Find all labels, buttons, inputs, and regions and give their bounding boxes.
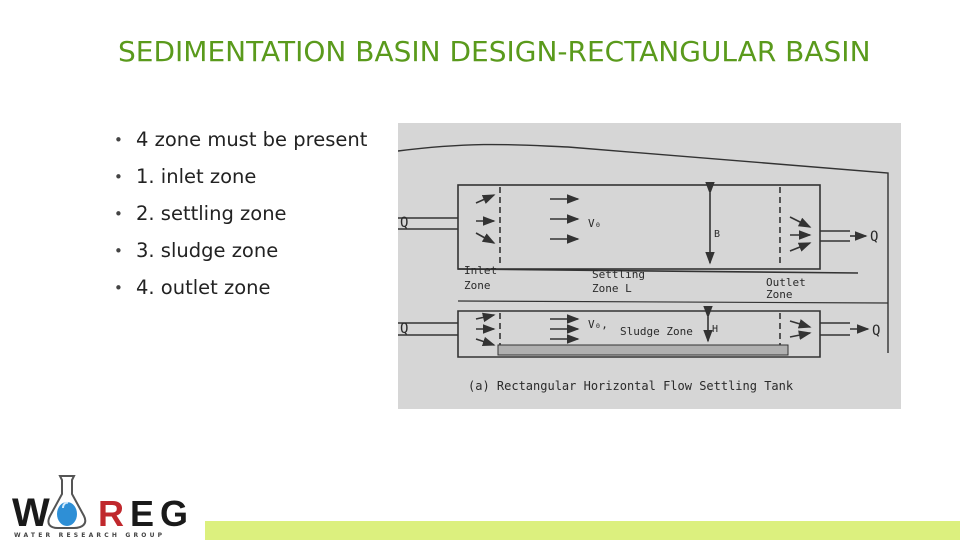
bullet-item [112,124,367,161]
bullet-text: 2. settling zone [136,202,287,225]
bullet-marker: • [114,279,123,297]
q-outlet-bottom-label: Q [872,323,881,339]
plan-view-tank [458,185,820,269]
flask-icon [48,476,85,528]
bullet-text: 4. outlet zone [136,276,271,299]
velocity-label-bottom: V₀, [588,318,608,331]
sludge-zone-label: Sludge Zone [620,325,693,338]
bullet-text: 1. inlet zone [136,165,257,188]
logo-svg [0,470,205,540]
logo-letter-g: G [160,493,189,534]
settling-zone-label: Settling [592,268,645,281]
bullet-list [112,124,367,309]
bullet-marker: • [114,242,123,260]
bullet-marker: • [114,168,123,186]
width-b-label: B [714,229,721,240]
logo-tagline: WATER RESEARCH GROUP [14,532,166,539]
bullet-marker: • [114,205,123,223]
bullet-marker: • [114,131,123,149]
bullet-item [112,161,367,198]
bullet-item [112,235,367,272]
depth-h-label: H [712,324,719,335]
footer-accent-bar [205,521,960,540]
slide-title: SEDIMENTATION BASIN DESIGN-RECTANGULAR BASIN [118,35,871,68]
bullet-item [112,272,367,309]
diagram-svg [398,123,901,409]
inlet-zone-label-2: Zone [464,279,491,292]
bullet-item [112,198,367,235]
outlet-zone-label: Outlet [766,276,806,289]
q-inlet-top-label: Q [400,215,409,231]
wreg-logo [0,470,205,540]
bullet-text: 4 zone must be present [136,128,368,151]
velocity-label-top: V₀ [588,217,602,230]
q-inlet-bottom-label: Q [400,321,409,337]
q-outlet-top-label: Q [870,229,879,245]
settling-tank-diagram [398,123,901,409]
sludge-band [498,345,788,355]
settling-zone-label-2: Zone L [592,282,632,295]
diagram-caption: (a) Rectangular Horizontal Flow Settling Tank [468,379,794,393]
bullet-text: 3. sludge zone [136,239,279,262]
outlet-zone-label-2: Zone [766,288,793,301]
logo-letter-r: R [98,493,124,534]
logo-letter-e: E [130,493,155,534]
inlet-zone-label: Inlet [464,264,498,277]
logo-letter-w: W [12,491,50,535]
